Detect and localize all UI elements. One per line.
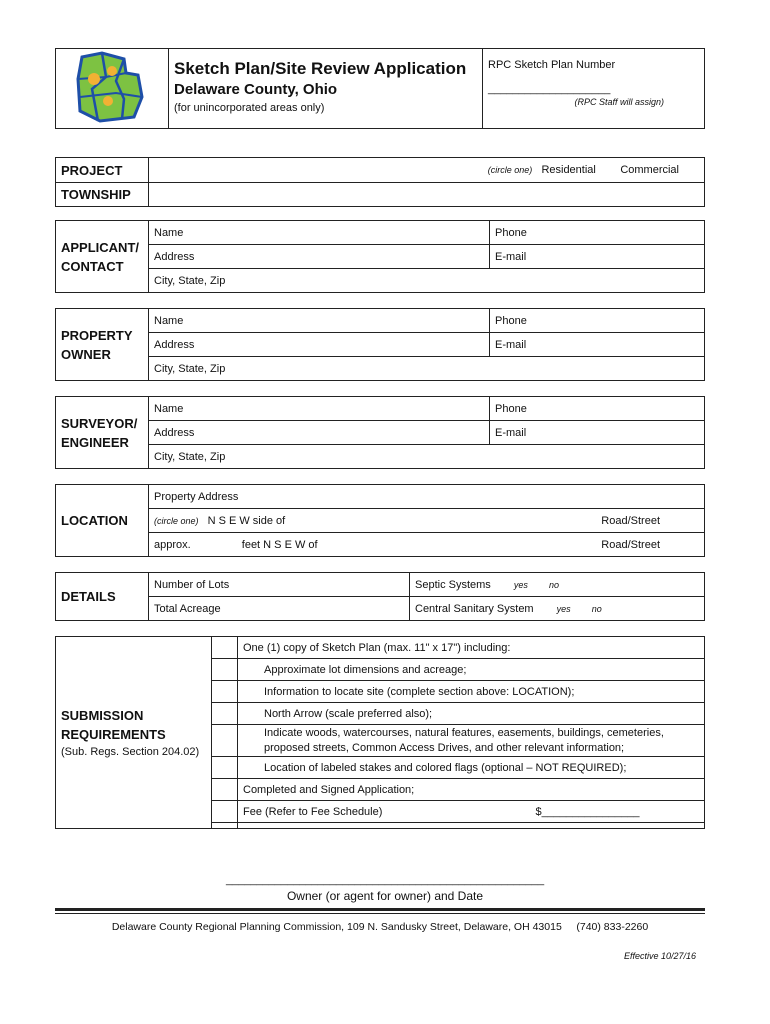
applicant-phone-field[interactable]: Phone: [490, 221, 705, 245]
signature-label: Owner (or agent for owner) and Date: [286, 889, 484, 903]
sanitary-no-option[interactable]: no: [591, 603, 602, 614]
applicant-address-field[interactable]: Address: [149, 245, 490, 269]
area-note: (for unincorporated areas only): [174, 102, 325, 114]
location-circle-one: (circle one): [154, 515, 199, 526]
checkbox-locate-site[interactable]: [212, 681, 238, 703]
checkbox-stakes-flags[interactable]: [212, 757, 238, 779]
footer-rule-thin: [55, 913, 705, 914]
side-of-field[interactable]: [149, 509, 705, 533]
applicant-name-field[interactable]: Name: [149, 221, 490, 245]
surveyor-table: [55, 396, 705, 469]
checkbox-lot-dimensions[interactable]: [212, 659, 238, 681]
sanitary-label: Central Sanitary System: [415, 602, 534, 615]
owner-label-line1: PROPERTY: [61, 327, 133, 343]
checkbox-north-arrow[interactable]: [212, 703, 238, 725]
page-title: Sketch Plan/Site Review Application: [174, 59, 467, 78]
req-north-arrow: North Arrow (scale preferred also);: [238, 703, 705, 725]
location-label: LOCATION: [56, 485, 149, 557]
effective-date: Effective 10/27/16: [623, 951, 696, 961]
septic-no-option[interactable]: no: [548, 579, 559, 590]
details-label: DETAILS: [56, 573, 149, 621]
county-subtitle: Delaware County, Ohio: [174, 81, 338, 98]
applicant-table: [55, 220, 705, 293]
owner-address-field[interactable]: Address: [149, 333, 490, 357]
surveyor-phone-field[interactable]: Phone: [490, 397, 705, 421]
approx-field[interactable]: [149, 533, 705, 557]
details-table: [55, 572, 705, 621]
submission-table: [55, 636, 705, 829]
owner-phone-field[interactable]: Phone: [490, 309, 705, 333]
township-field[interactable]: [149, 183, 705, 207]
req-spacer: [238, 823, 705, 829]
title-cell: [169, 49, 483, 129]
septic-yes-option[interactable]: yes: [513, 579, 528, 590]
lots-field[interactable]: Number of Lots: [149, 573, 410, 597]
surveyor-name-field[interactable]: Name: [149, 397, 490, 421]
req-fee-label: Fee (Refer to Fee Schedule): [243, 805, 383, 818]
project-label: PROJECT: [56, 158, 149, 183]
req-lot-dimensions: Approximate lot dimensions and acreage;: [238, 659, 705, 681]
footer-rule-thick: [55, 908, 705, 911]
signature-line[interactable]: ____________________________________________________: [225, 874, 545, 886]
submission-label-line1: SUBMISSION: [61, 707, 144, 723]
logo-cell: [56, 49, 169, 129]
septic-field[interactable]: [410, 573, 705, 597]
rpc-cell: [483, 49, 705, 129]
circle-one-note: (circle one): [487, 165, 533, 175]
project-field[interactable]: [149, 158, 705, 183]
req-fee: [238, 801, 705, 823]
sanitary-field[interactable]: [410, 597, 705, 621]
surveyor-csz-field[interactable]: City, State, Zip: [149, 445, 705, 469]
req-natural-features-line2: proposed streets, Common Access Drives, and other relevant information;: [264, 741, 625, 754]
applicant-label-line1: APPLICANT/: [61, 239, 139, 255]
direction-options[interactable]: N S E W side of: [207, 514, 286, 527]
location-table: [55, 484, 705, 557]
septic-label: Septic Systems: [415, 578, 491, 591]
checkbox-natural-features[interactable]: [212, 725, 238, 757]
req-stakes-flags: Location of labeled stakes and colored flags (optional – NOT REQUIRED);: [238, 757, 705, 779]
option-residential[interactable]: Residential: [541, 164, 596, 176]
header-table: [55, 48, 705, 129]
surveyor-address-field[interactable]: Address: [149, 421, 490, 445]
surveyor-label-line2: ENGINEER: [61, 434, 129, 450]
owner-name-field[interactable]: Name: [149, 309, 490, 333]
road-street-label-2: Road/Street: [601, 538, 660, 551]
applicant-label-line2: CONTACT: [61, 258, 124, 274]
req-signed-application: Completed and Signed Application;: [238, 779, 705, 801]
req-natural-features-line1: Indicate woods, watercourses, natural features, easements, buildings, cemeteries,: [264, 726, 664, 739]
fee-amount-field[interactable]: $________________: [535, 805, 640, 818]
rpc-label: RPC Sketch Plan Number: [488, 59, 616, 71]
project-table: [55, 157, 705, 207]
footer-address: Delaware County Regional Planning Commission, 109 N. Sandusky Street, Delaware, OH 43015 (740) 833-2260: [111, 921, 649, 933]
rpc-staff-note: (RPC Staff will assign): [574, 97, 664, 107]
req-locate-site: Information to locate site (complete section above: LOCATION);: [238, 681, 705, 703]
sanitary-yes-option[interactable]: yes: [556, 603, 571, 614]
property-address-field[interactable]: Property Address: [149, 485, 705, 509]
submission-label-line3: (Sub. Regs. Section 204.02): [61, 745, 200, 758]
surveyor-label: [56, 397, 149, 469]
approx-label: approx.: [154, 538, 191, 551]
owner-email-field[interactable]: E-mail: [490, 333, 705, 357]
feet-direction-options[interactable]: feet N S E W of: [241, 538, 318, 551]
req-copy: One (1) copy of Sketch Plan (max. 11" x 17") including:: [238, 637, 705, 659]
checkbox-signed-application[interactable]: [212, 779, 238, 801]
owner-table: [55, 308, 705, 381]
req-natural-features: [238, 725, 705, 757]
owner-csz-field[interactable]: City, State, Zip: [149, 357, 705, 381]
applicant-csz-field[interactable]: City, State, Zip: [149, 269, 705, 293]
owner-label-line2: OWNER: [61, 346, 111, 362]
owner-label: [56, 309, 149, 381]
checkbox-spacer: [212, 823, 238, 829]
surveyor-email-field[interactable]: E-mail: [490, 421, 705, 445]
acreage-field[interactable]: Total Acreage: [149, 597, 410, 621]
road-street-label-1: Road/Street: [601, 514, 660, 527]
rpc-number-field[interactable]: ____________________: [488, 83, 611, 95]
checkbox-fee[interactable]: [212, 801, 238, 823]
submission-label: [56, 637, 212, 829]
surveyor-label-line1: SURVEYOR/: [61, 415, 138, 431]
applicant-email-field[interactable]: E-mail: [490, 245, 705, 269]
checkbox-copy[interactable]: [212, 637, 238, 659]
submission-label-line2: REQUIREMENTS: [61, 726, 166, 742]
applicant-label: [56, 221, 149, 293]
township-label: TOWNSHIP: [56, 183, 149, 207]
option-commercial[interactable]: Commercial: [620, 164, 679, 176]
county-map-logo: [72, 49, 152, 125]
